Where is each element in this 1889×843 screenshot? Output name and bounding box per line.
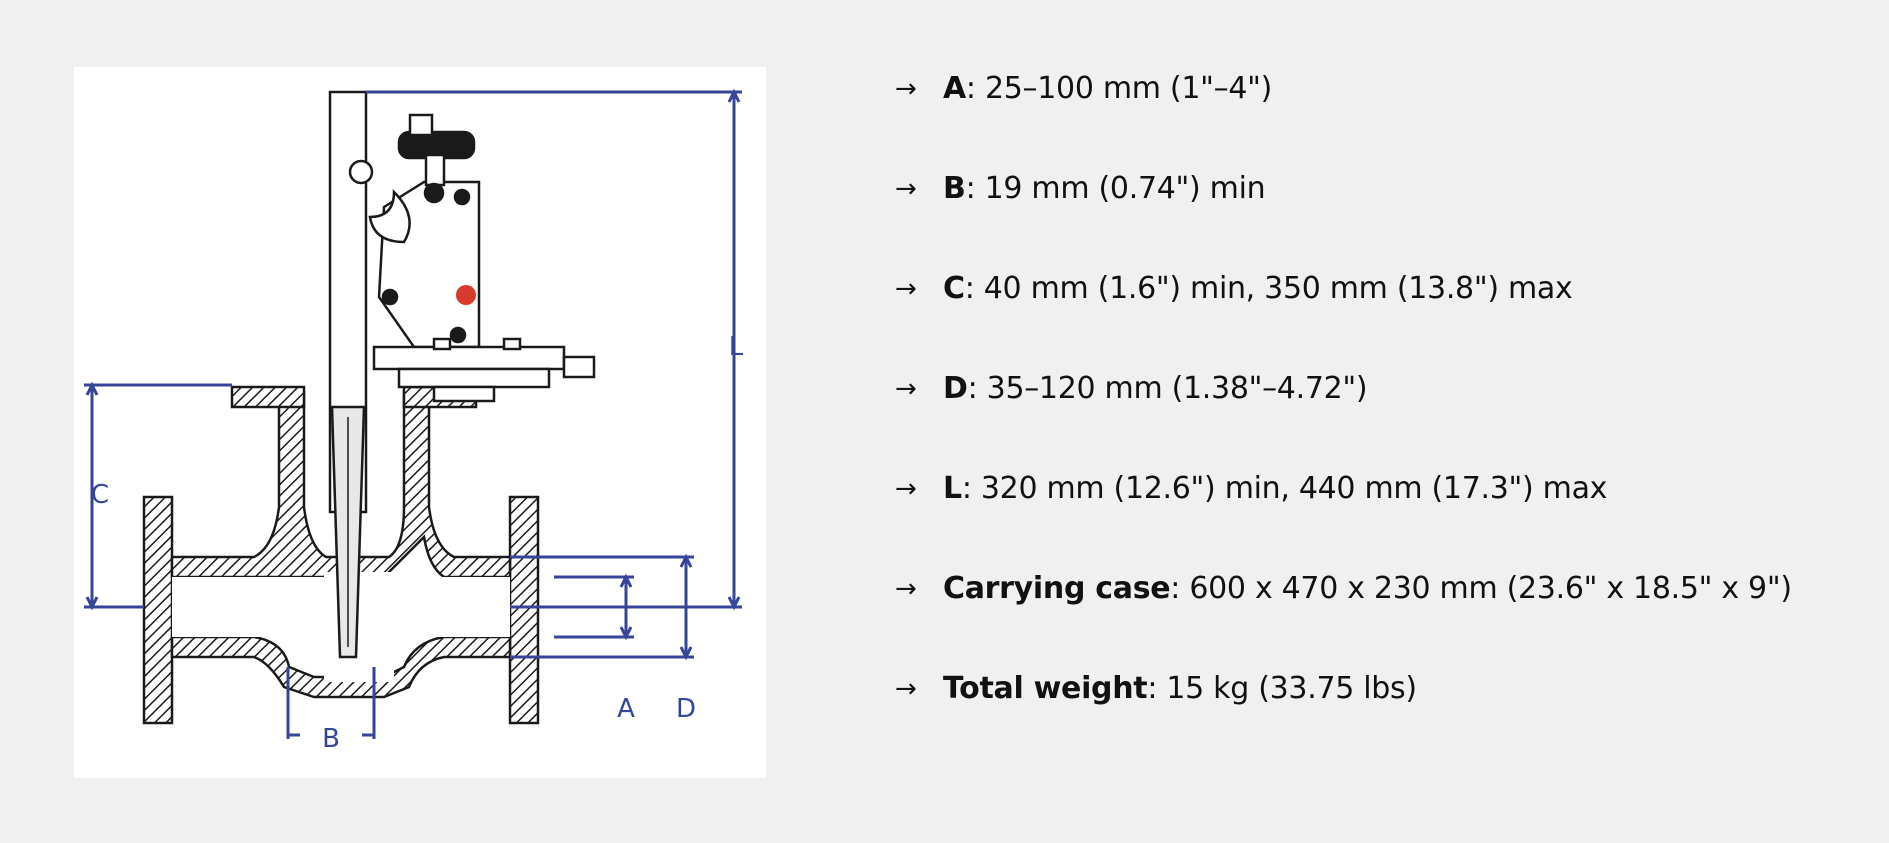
spec-label: C [943,271,965,306]
spec-value: 25–100 mm (1"–4") [975,71,1273,106]
dimension-label-d: D [675,694,697,724]
arrow-icon: → [895,174,917,204]
spec-value: 15 kg (33.75 lbs) [1157,671,1417,706]
arrow-icon: → [895,474,917,504]
valve-machine-diagram [74,67,766,778]
spec-label: A [943,71,966,106]
spec-separator: : [1170,571,1181,606]
dimension-label-b: B [322,724,340,754]
spec-label: L [943,471,962,506]
spec-value: 19 mm (0.74") min [975,171,1266,206]
spec-value: 40 mm (1.6") min, 350 mm (13.8") max [974,271,1573,306]
spec-separator: : [964,271,975,306]
spec-label: B [943,171,966,206]
left-flange [144,497,172,723]
spec-total-weight [895,660,1792,760]
arrow-icon: → [895,74,917,104]
arrow-icon: → [895,374,917,404]
dimension-label-a: A [617,694,635,724]
mast-handle [350,161,372,183]
spec-carrying-case [895,560,1792,660]
spec-separator: : [965,71,976,106]
arrow-icon: → [895,574,917,604]
spec-separator: : [965,171,976,206]
bonnet-flange-left [232,387,304,407]
spec-separator: : [967,371,978,406]
arrow-icon: → [895,674,917,704]
spec-d [895,360,1792,460]
spec-label: D [943,371,968,406]
spec-list [895,60,1792,760]
spec-value: 600 x 470 x 230 mm (23.6" x 18.5" x 9") [1180,571,1792,606]
spec-c [895,260,1792,360]
spec-separator: : [961,471,972,506]
dimension-label-l: L [728,332,744,362]
spec-separator: : [1147,671,1158,706]
base-plate [374,347,564,369]
spec-value: 320 mm (12.6") min, 440 mm (17.3") max [971,471,1608,506]
spec-label: Carrying case [943,571,1171,606]
spec-value: 35–120 mm (1.38"–4.72") [977,371,1368,406]
arrow-icon: → [895,274,917,304]
spec-label: Total weight [943,671,1148,706]
right-flange [510,497,538,723]
spec-l [895,460,1792,560]
red-indicator-dot [456,285,476,305]
dimension-label-c: C [90,480,110,510]
spec-a [895,60,1792,160]
spec-b [895,160,1792,260]
